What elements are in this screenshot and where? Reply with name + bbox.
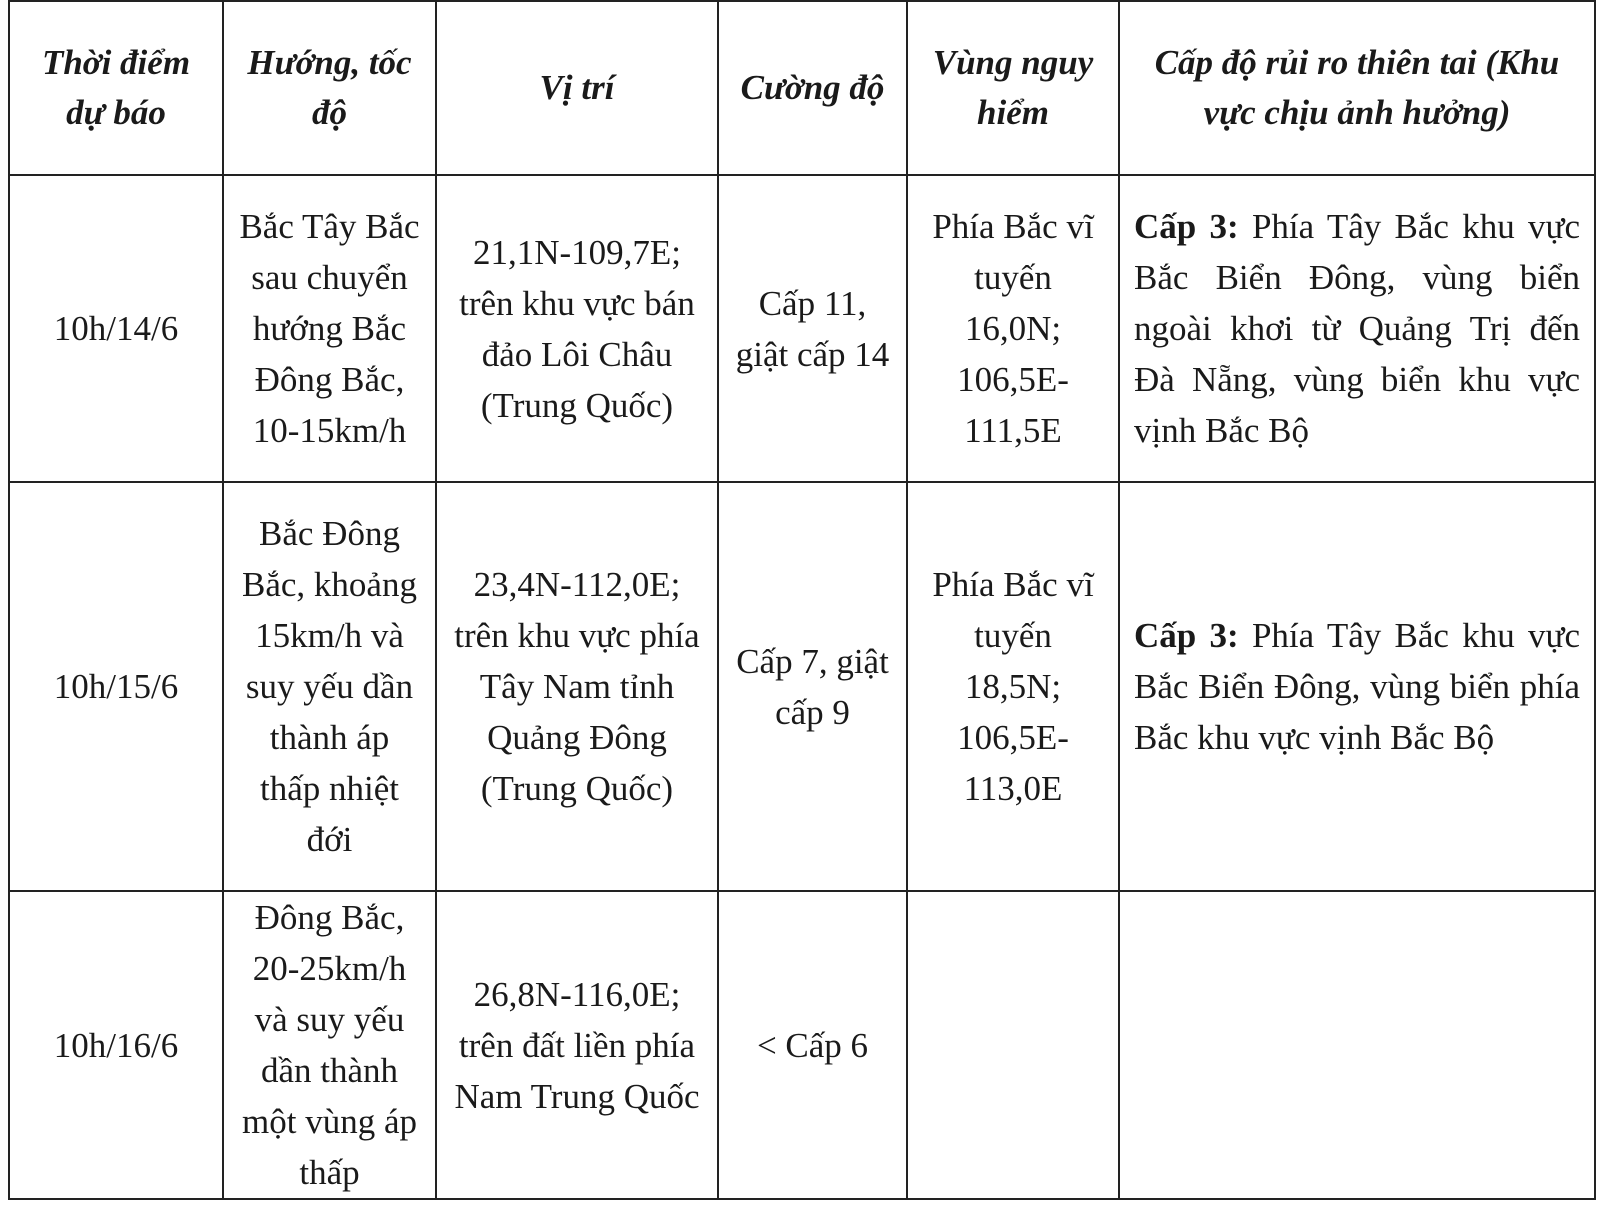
- cell-danger-zone: Phía Bắc vĩ tuyến 18,5N; 106,5E-113,0E: [907, 482, 1119, 891]
- risk-area-text: Phía Tây Bắc khu vực Bắc Biển Đông, vùng biển phía Bắc khu vực vịnh Bắc Bộ: [1134, 616, 1580, 757]
- table-header-row: [9, 1, 1595, 175]
- header-disaster-risk-level: Cấp độ rủi ro thiên tai (Khu vực chịu ảnh hưởng): [1119, 1, 1595, 175]
- risk-level-label: Cấp 3:: [1134, 207, 1239, 246]
- cell-forecast-time: 10h/16/6: [9, 891, 223, 1199]
- header-position: Vị trí: [436, 1, 718, 175]
- cell-danger-zone: Phía Bắc vĩ tuyến 16,0N; 106,5E-111,5E: [907, 175, 1119, 482]
- storm-forecast-table: [8, 0, 1596, 1200]
- table-row: [9, 175, 1595, 482]
- header-danger-zone: Vùng nguy hiểm: [907, 1, 1119, 175]
- cell-position: 23,4N-112,0E; trên khu vực phía Tây Nam tỉnh Quảng Đông (Trung Quốc): [436, 482, 718, 891]
- cell-intensity: Cấp 7, giật cấp 9: [718, 482, 907, 891]
- table-row: [9, 891, 1595, 1199]
- header-intensity: Cường độ: [718, 1, 907, 175]
- cell-direction-speed: Bắc Tây Bắc sau chuyển hướng Bắc Đông Bắc, 10-15km/h: [223, 175, 436, 482]
- cell-forecast-time: 10h/15/6: [9, 482, 223, 891]
- header-direction-speed: Hướng, tốc độ: [223, 1, 436, 175]
- cell-intensity: < Cấp 6: [718, 891, 907, 1199]
- risk-level-label: Cấp 3:: [1134, 616, 1239, 655]
- cell-position: 26,8N-116,0E; trên đất liền phía Nam Trung Quốc: [436, 891, 718, 1199]
- cell-direction-speed: Đông Bắc, 20-25km/h và suy yếu dần thành một vùng áp thấp: [223, 891, 436, 1199]
- cell-danger-zone: [907, 891, 1119, 1199]
- risk-area-text: Phía Tây Bắc khu vực Bắc Biển Đông, vùng biển ngoài khơi từ Quảng Trị đến Đà Nẵng, vùng biển khu vực vịnh Bắc Bộ: [1134, 207, 1580, 450]
- cell-risk: [1119, 175, 1595, 482]
- cell-direction-speed: Bắc Đông Bắc, khoảng 15km/h và suy yếu dần thành áp thấp nhiệt đới: [223, 482, 436, 891]
- table-row: [9, 482, 1595, 891]
- cell-risk: [1119, 891, 1595, 1199]
- cell-forecast-time: 10h/14/6: [9, 175, 223, 482]
- header-forecast-time: Thời điểm dự báo: [9, 1, 223, 175]
- cell-risk: [1119, 482, 1595, 891]
- cell-position: 21,1N-109,7E; trên khu vực bán đảo Lôi Châu (Trung Quốc): [436, 175, 718, 482]
- cell-intensity: Cấp 11, giật cấp 14: [718, 175, 907, 482]
